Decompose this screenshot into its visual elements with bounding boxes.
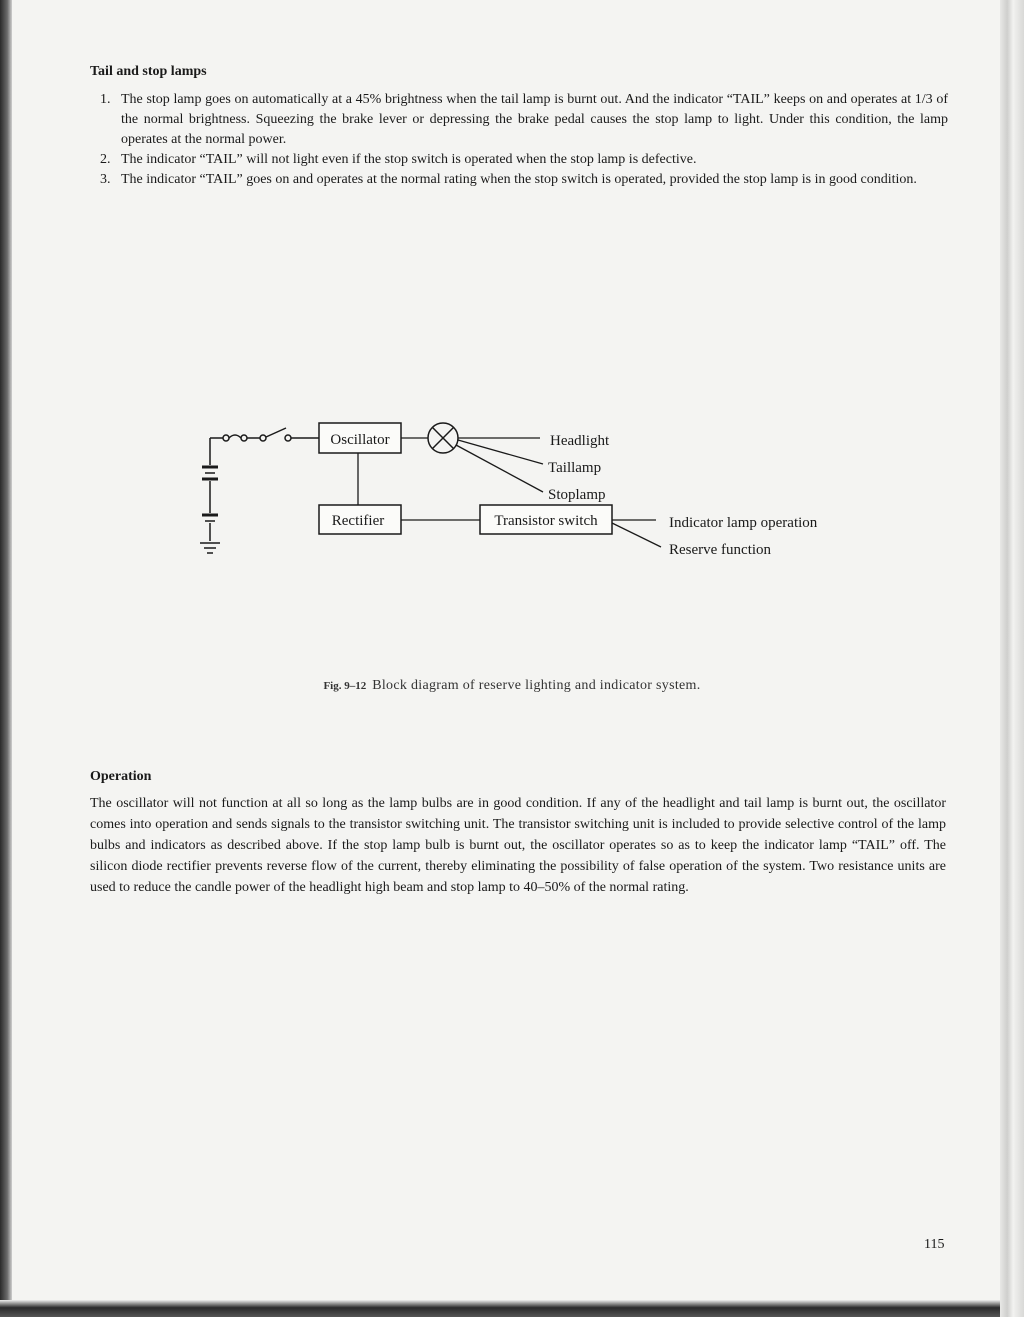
oscillator-label: Oscillator [330,432,390,448]
headlight-label: Headlight [550,433,610,449]
list-item-number: 2. [100,152,111,167]
switch-symbol [210,428,319,441]
list-item-text: The indicator “TAIL” will not light even if the stop switch is operated when the stop lamp is defective. [121,152,697,167]
operation-paragraph: The oscillator will not function at all so long as the lamp bulbs are in good condition. If any of the headlight and tail lamp is burnt out, the oscillator comes into operation and sends signals to the transistor switching unit. The transistor switching unit is included to provide selective control of the lamp bulbs and indicators as described above. If the stop lamp bulb is burnt out, the oscillator operates so as to keep the indicator lamp “TAIL” off. The silicon diode rectifier prevents reverse flow of the current, thereby eliminating the possibility of false operation of the system. Two resistance units are used to reduce the candle power of the headlight high beam and stop lamp to 40–50% of the normal rating. [90,796,946,895]
transistor-switch-block [480,505,612,534]
numbered-list [90,90,948,190]
oscillator-block [319,423,401,453]
indicator-lamp-operation-label: Indicator lamp operation [669,515,818,531]
battery-symbol [200,438,220,553]
page-edge-bottom [0,1300,1000,1317]
list-item-text: The indicator “TAIL” goes on and operates at the normal rating when the stop switch is operated, provided the stop lamp is in good condition. [121,172,917,187]
list-item-number: 3. [100,172,111,187]
stoplamp-label: Stoplamp [548,487,606,503]
list-item [90,170,948,190]
list-item-text: The stop lamp goes on automatically at a 45% brightness when the tail lamp is burnt out. And the indicator “TAIL” keeps on and operates at 1/3 of the normal brightness. Squeezing the brake lever or depressing the brake pedal causes the stop lamp to light. Under this condition, the lamp operates at the normal power. [121,92,948,147]
section-heading-operation: Operation [90,769,152,784]
figure-label: Fig. 9–12 [323,680,367,692]
page-number: 115 [924,1237,945,1252]
page-edge-right [1000,0,1024,1317]
taillamp-label: Taillamp [548,460,602,476]
transistor-switch-label: Transistor switch [494,513,598,529]
block-diagram [190,415,870,585]
book-spine-shadow [0,0,12,1317]
figure-caption [0,678,1024,694]
list-item-number: 1. [100,92,111,107]
rectifier-block [319,505,401,534]
section-heading-tail-stop-lamps: Tail and stop lamps [90,64,207,79]
list-item [90,150,948,170]
figure-caption-text: Block diagram of reserve lighting and indicator system. [372,678,701,693]
lamp-symbol [428,423,458,453]
rectifier-label: Rectifier [331,513,385,529]
list-item [90,90,948,150]
reserve-function-label: Reserve function [669,542,772,558]
